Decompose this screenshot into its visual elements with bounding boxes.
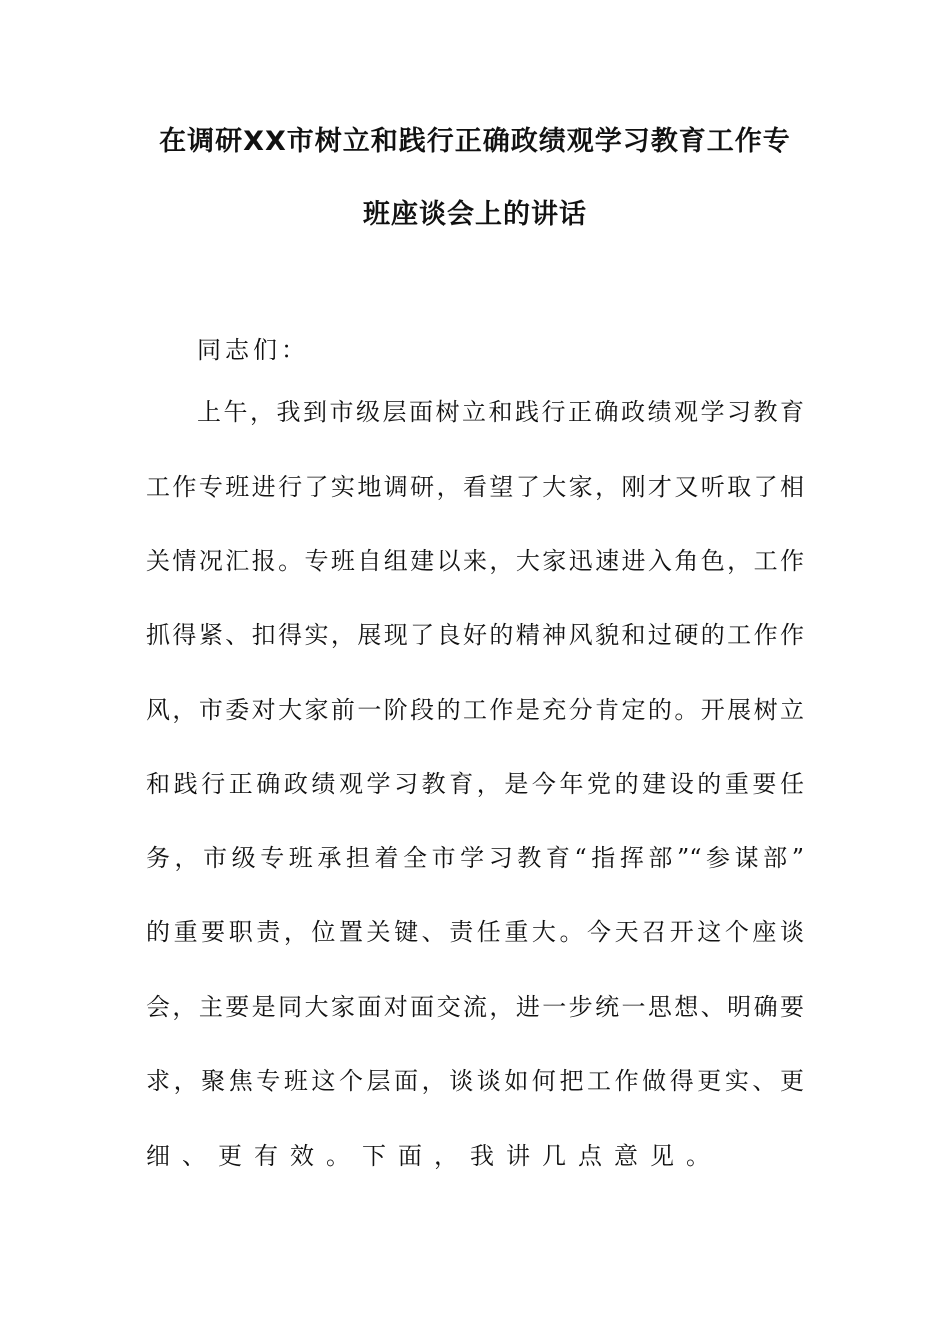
paragraph-line: 上午，我到市级层面树立和践行正确政绩观学习教育 <box>197 398 804 426</box>
paragraph-line: 务，市级专班承担着全市学习教育“指挥部”“参谋部” <box>146 844 804 872</box>
paragraph-line: 的重要职责，位置关键、责任重大。今天召开这个座谈 <box>146 918 804 946</box>
paragraph-line: 会，主要是同大家面对面交流，进一步统一思想、明确要 <box>146 993 804 1021</box>
paragraph-line: 细、更有效。下面，我讲几点意见。 <box>146 1142 722 1170</box>
paragraph-line: 关情况汇报。专班自组建以来，大家迅速进入角色，工作 <box>146 547 804 575</box>
paragraph-line: 求，聚焦专班这个层面，谈谈如何把工作做得更实、更 <box>146 1067 804 1095</box>
document-title-line-1: 在调研XX市树立和践行正确政绩观学习教育工作专 <box>159 126 791 157</box>
greeting: 同志们： <box>197 336 309 364</box>
paragraph-line: 工作专班进行了实地调研，看望了大家，刚才又听取了相 <box>146 473 804 501</box>
paragraph-line: 抓得紧、扣得实，展现了良好的精神风貌和过硬的工作作 <box>146 621 804 649</box>
paragraph-line: 风，市委对大家前一阶段的工作是充分肯定的。开展树立 <box>146 696 804 724</box>
document-title-line-2: 班座谈会上的讲话 <box>363 199 587 230</box>
paragraph-line: 和践行正确政绩观学习教育，是今年党的建设的重要任 <box>146 770 804 798</box>
